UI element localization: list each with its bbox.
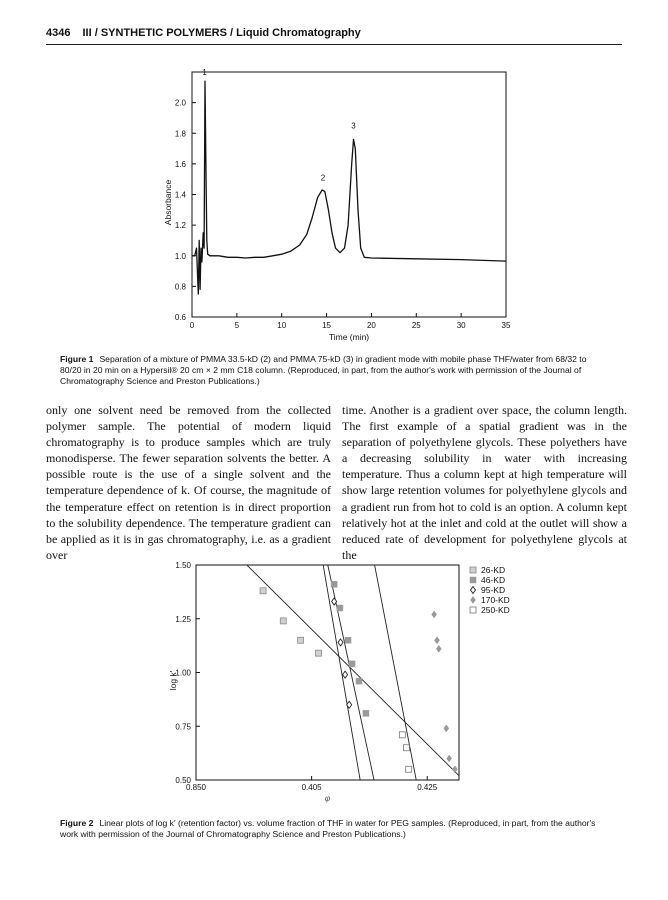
y-tick-label: 2.0	[174, 98, 186, 108]
data-point-250-kd	[406, 766, 412, 772]
legend-label: 26-KD	[481, 565, 506, 575]
y-tick-label: 1.25	[175, 614, 191, 624]
body-column-left	[46, 402, 331, 563]
y-tick-label: 1.2	[174, 221, 186, 231]
data-point-170-kd	[452, 766, 457, 773]
body-text-left: only one solvent need be removed from the collected polymer sample. The potential of modern liquid chromatography is to produce samples which are truly monodisperse. The fewer separation solvents the better. A possible route is the use of a single solvent and the temperature dependence of k. Of course, the magnitude of the temperature effect on retention is in direct proportion to the solubility dependence. The temperature gradient can be applied as it is in gas chromatography, i.e. as a gradient over	[46, 403, 331, 562]
legend-marker-170-kd	[471, 597, 476, 604]
body-column-right	[342, 402, 627, 563]
peak-label: 1	[202, 68, 207, 78]
legend-label: 250-KD	[481, 605, 510, 615]
plot-frame	[196, 565, 459, 780]
data-point-46-kd	[363, 710, 369, 716]
x-tick-label: 0.850	[185, 783, 207, 792]
data-point-26-kd	[260, 588, 266, 594]
fit-line	[375, 565, 417, 780]
data-point-170-kd	[447, 755, 452, 762]
x-axis-label: Time (min)	[328, 332, 370, 342]
y-tick-label: 0.6	[174, 313, 186, 322]
data-point-46-kd	[331, 581, 337, 587]
peak-label: 3	[351, 121, 356, 131]
x-tick-label: 35	[501, 321, 511, 330]
legend-marker-95-kd	[471, 587, 476, 594]
figure1-caption	[60, 354, 610, 387]
figure2-chart	[0, 555, 668, 810]
data-point-170-kd	[435, 637, 440, 644]
x-tick-label: 5	[234, 321, 240, 330]
body-text-right: time. Another is a gradient over space, the column length. The first example of a spatial gradient was in the separation of polyethylene glycols. These polyethers have a decreasing solubility in water with increasing temperature. Thus a column kept at high temperature will show large retention volumes for polyethylene glycols and a gradient run from hot to cold is an option. A column kept relatively hot at the inlet and cold at the outlet will show a reduced rate of development for polyethylene glycols at the	[342, 403, 627, 562]
chromatogram-trace	[192, 81, 506, 294]
y-axis-label: log k'	[168, 670, 178, 691]
data-point-26-kd	[298, 637, 304, 643]
figure1-caption-label: Figure 1	[60, 354, 94, 364]
y-tick-label: 1.8	[174, 129, 186, 139]
data-point-46-kd	[356, 678, 362, 684]
y-tick-label: 1.0	[174, 251, 186, 261]
y-tick-label: 1.4	[174, 190, 186, 200]
data-point-26-kd	[316, 650, 322, 656]
data-point-250-kd	[403, 745, 409, 751]
figure2-caption-text: Linear plots of log k' (retention factor) vs. volume fraction of THF in water for PEG samples. (Reproduced, in part, from the author's work with permission of the Journal of Chromatography Science and Preston Publications.)	[60, 818, 596, 839]
x-tick-label: 20	[366, 321, 376, 330]
data-point-170-kd	[444, 725, 449, 732]
y-tick-label: 1.50	[175, 561, 191, 570]
fit-line	[328, 565, 374, 780]
legend-label: 170-KD	[481, 595, 510, 605]
fit-line	[247, 565, 459, 776]
running-title: III / SYNTHETIC POLYMERS / Liquid Chromatography	[82, 27, 361, 39]
page-number: 4346	[46, 27, 71, 39]
figure1-caption-text: Separation of a mixture of PMMA 33.5-kD (2) and PMMA 75-kD (3) in gradient mode with mobile phase THF/water from 68/32 to 80/20 in 20 min on a Hypersil® 20 cm × 2 mm C18 column. (Reproduced, in part, from the author's work with permission of the Journal of Chromatography Science and Preston Publications.)	[60, 354, 587, 386]
page-header	[46, 27, 361, 39]
x-tick-label: 30	[456, 321, 466, 330]
data-point-170-kd	[432, 611, 437, 618]
y-tick-label: 0.50	[175, 776, 191, 785]
data-point-46-kd	[337, 605, 343, 611]
x-axis-label: φ	[324, 793, 331, 803]
figure2-caption	[60, 818, 610, 840]
legend-marker-26-kd	[470, 567, 476, 573]
data-point-46-kd	[345, 637, 351, 643]
figure2-caption-label: Figure 2	[60, 818, 94, 828]
y-tick-label: 0.75	[175, 722, 191, 732]
legend-label: 95-KD	[481, 585, 506, 595]
peak-label: 2	[320, 173, 326, 183]
data-point-250-kd	[399, 732, 405, 738]
y-tick-label: 1.00	[175, 668, 191, 678]
legend-label: 46-KD	[481, 575, 506, 585]
data-point-26-kd	[280, 618, 286, 624]
data-point-170-kd	[436, 645, 441, 652]
data-point-46-kd	[349, 661, 355, 667]
data-point-95-kd	[338, 639, 343, 646]
x-tick-label: 0.405	[301, 783, 322, 792]
data-point-95-kd	[343, 671, 348, 678]
figure1-chart	[0, 60, 668, 342]
y-tick-label: 0.8	[174, 282, 186, 292]
plot-frame	[192, 72, 506, 317]
x-tick-label: 10	[277, 321, 287, 330]
header-rule	[46, 44, 622, 45]
x-tick-label: 25	[411, 321, 421, 330]
x-tick-label: 0	[189, 321, 195, 330]
legend-marker-250-kd	[470, 607, 476, 613]
legend-marker-46-kd	[470, 577, 476, 583]
y-axis-label: Absorbance	[163, 179, 173, 226]
x-tick-label: 0.425	[417, 783, 438, 792]
x-tick-label: 15	[322, 321, 332, 330]
y-tick-label: 1.6	[174, 159, 186, 169]
